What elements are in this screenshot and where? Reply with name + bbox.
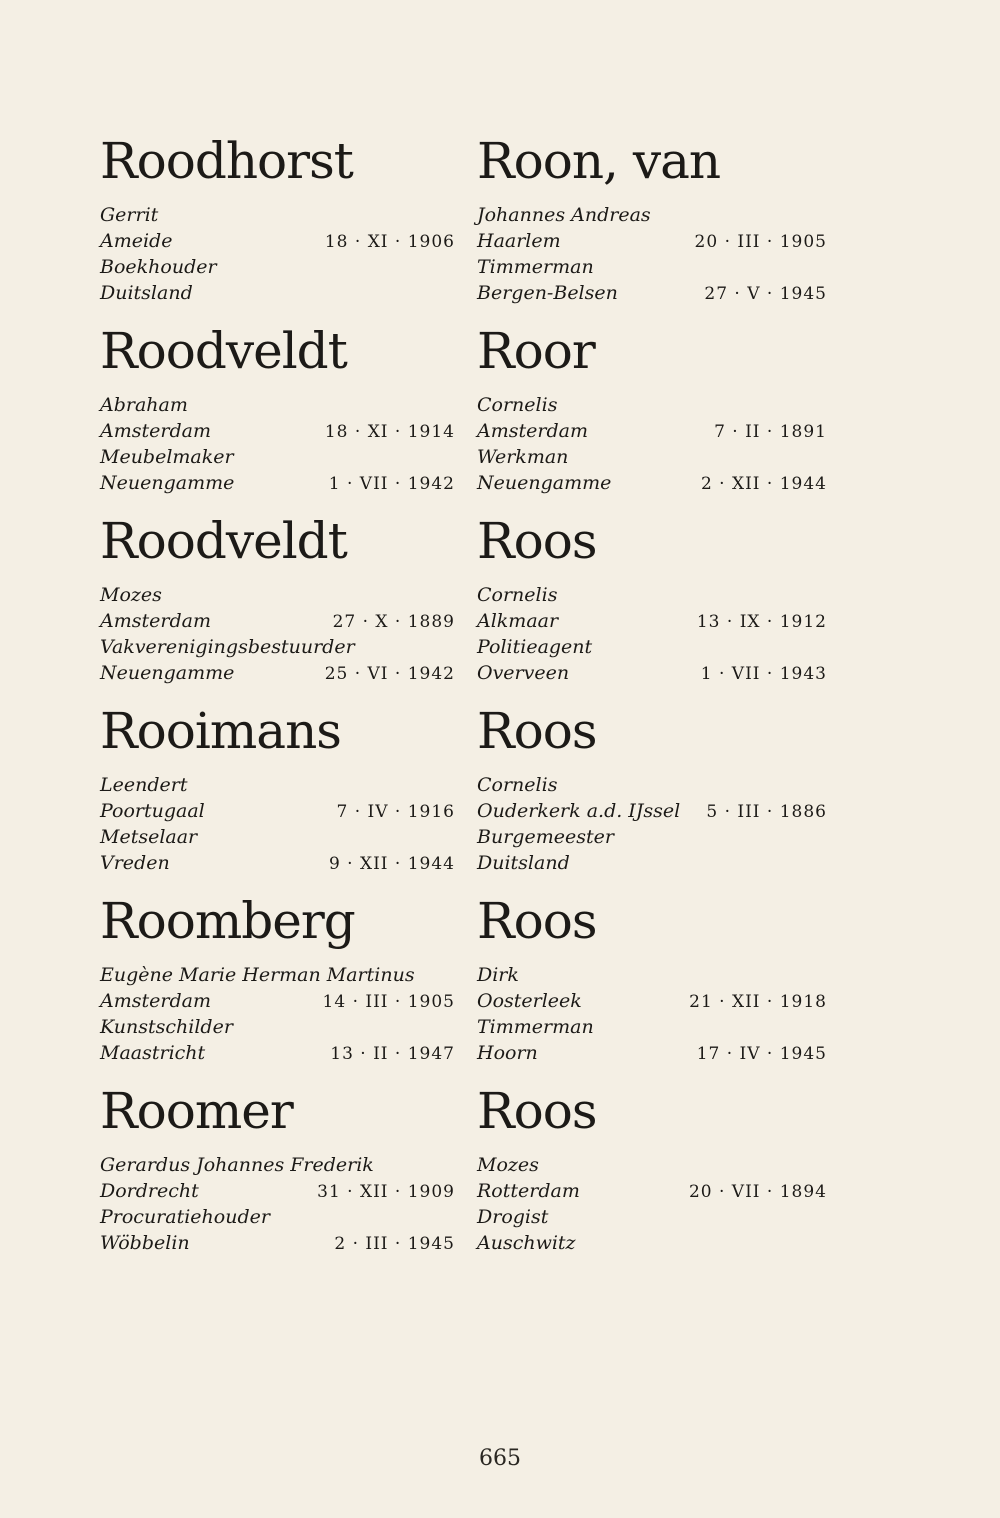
first-names-row: [477, 1152, 827, 1178]
first-names-row: [477, 582, 827, 608]
deathplace: Bergen-Belsen: [477, 282, 618, 304]
name-entry: [100, 888, 455, 1078]
birthplace: Amsterdam: [100, 420, 211, 442]
name-entry: [477, 698, 827, 888]
first-names: Cornelis: [477, 774, 558, 796]
name-entry: [100, 1078, 455, 1268]
birthplace: Ameide: [100, 230, 173, 252]
right-column: [477, 128, 827, 1268]
deathdate: 2 · III · 1945: [334, 1234, 455, 1254]
birthdate: 5 · III · 1886: [706, 802, 827, 822]
surname: Roos: [477, 702, 597, 760]
birth-row: [100, 608, 455, 634]
surname: Roomer: [100, 1082, 293, 1140]
first-names: Eugène Marie Herman Martinus: [100, 964, 415, 986]
first-names: Gerrit: [100, 204, 159, 226]
first-names-row: [100, 582, 455, 608]
birthdate: 20 · VII · 1894: [688, 1182, 827, 1202]
first-names-row: [100, 962, 455, 988]
death-row: [100, 1040, 455, 1066]
birthplace: Ouderkerk a.d. IJssel: [477, 800, 681, 822]
first-names: Johannes Andreas: [477, 204, 651, 226]
occupation: Drogist: [477, 1206, 549, 1228]
page-number: 665: [479, 1446, 521, 1471]
birth-row: [100, 988, 455, 1014]
birthplace: Rotterdam: [477, 1180, 580, 1202]
birthdate: 14 · III · 1905: [322, 992, 455, 1012]
first-names: Dirk: [477, 964, 519, 986]
death-row: [477, 1040, 827, 1066]
first-names-row: [100, 1152, 455, 1178]
occupation: Boekhouder: [100, 256, 217, 278]
occupation-row: [477, 1014, 827, 1040]
surname: Roon, van: [477, 132, 721, 190]
birth-row: [477, 988, 827, 1014]
deathplace: Wöbbelin: [100, 1232, 190, 1254]
birth-row: [477, 228, 827, 254]
birthdate: 18 · XI · 1906: [324, 232, 455, 252]
occupation: Timmerman: [477, 1016, 594, 1038]
death-row: [100, 1230, 455, 1256]
birth-row: [100, 228, 455, 254]
birthplace: Alkmaar: [477, 610, 559, 632]
birth-row: [100, 418, 455, 444]
occupation: Politieagent: [477, 636, 593, 658]
occupation: Metselaar: [100, 826, 198, 848]
deathplace: Duitsland: [477, 852, 570, 874]
occupation-row: [477, 1204, 827, 1230]
death-row: [477, 850, 827, 876]
occupation: Vakverenigingsbestuurder: [100, 636, 355, 658]
surname: Roodhorst: [100, 132, 353, 190]
occupation-row: [477, 444, 827, 470]
occupation: Kunstschilder: [100, 1016, 233, 1038]
death-row: [100, 850, 455, 876]
name-entry: [100, 508, 455, 698]
occupation-row: [100, 1204, 455, 1230]
birthdate: 13 · IX · 1912: [696, 612, 827, 632]
first-names: Cornelis: [477, 584, 558, 606]
birthdate: 27 · X · 1889: [332, 612, 455, 632]
birthplace: Poortugaal: [100, 800, 205, 822]
birth-row: [100, 798, 455, 824]
first-names: Mozes: [100, 584, 162, 606]
first-names-row: [100, 202, 455, 228]
first-names: Abraham: [100, 394, 188, 416]
deathplace: Vreden: [100, 852, 170, 874]
birth-row: [100, 1178, 455, 1204]
deathdate: 13 · II · 1947: [330, 1044, 455, 1064]
deathdate: 25 · VI · 1942: [324, 664, 455, 684]
first-names-row: [477, 202, 827, 228]
first-names: Gerardus Johannes Frederik: [100, 1154, 374, 1176]
birthplace: Amsterdam: [100, 610, 211, 632]
death-row: [100, 660, 455, 686]
occupation: Werkman: [477, 446, 569, 468]
deathplace: Neuengamme: [100, 472, 235, 494]
name-entry: [477, 318, 827, 508]
birthdate: 7 · IV · 1916: [336, 802, 455, 822]
birth-row: [477, 418, 827, 444]
birthdate: 18 · XI · 1914: [324, 422, 455, 442]
birthplace: Haarlem: [477, 230, 561, 252]
first-names-row: [477, 392, 827, 418]
occupation-row: [477, 634, 827, 660]
surname: Roodveldt: [100, 322, 347, 380]
occupation: Timmerman: [477, 256, 594, 278]
deathplace: Neuengamme: [477, 472, 612, 494]
deathplace: Hoorn: [477, 1042, 538, 1064]
occupation: Burgemeester: [477, 826, 614, 848]
name-entry: [100, 128, 455, 318]
birthplace: Amsterdam: [477, 420, 588, 442]
birthdate: 7 · II · 1891: [714, 422, 827, 442]
name-entry: [477, 1078, 827, 1268]
surname: Roos: [477, 512, 597, 570]
first-names: Mozes: [477, 1154, 539, 1176]
occupation-row: [477, 254, 827, 280]
surname: Rooimans: [100, 702, 341, 760]
birth-row: [477, 608, 827, 634]
deathdate: 2 · XII · 1944: [700, 474, 827, 494]
birth-row: [477, 1178, 827, 1204]
deathdate: 27 · V · 1945: [704, 284, 827, 304]
deathplace: Duitsland: [100, 282, 193, 304]
first-names-row: [477, 962, 827, 988]
deathdate: 17 · IV · 1945: [696, 1044, 827, 1064]
birthdate: 21 · XII · 1918: [689, 992, 827, 1012]
name-entry: [100, 698, 455, 888]
occupation-row: [100, 634, 455, 660]
birthdate: 31 · XII · 1909: [317, 1182, 455, 1202]
death-row: [477, 280, 827, 306]
birthplace: Dordrecht: [100, 1180, 199, 1202]
death-row: [100, 470, 455, 496]
first-names: Leendert: [100, 774, 188, 796]
death-row: [477, 660, 827, 686]
name-entry: [477, 508, 827, 698]
occupation-row: [100, 824, 455, 850]
occupation-row: [100, 254, 455, 280]
death-row: [477, 1230, 827, 1256]
deathplace: Neuengamme: [100, 662, 235, 684]
deathplace: Auschwitz: [477, 1232, 576, 1254]
deathplace: Maastricht: [100, 1042, 206, 1064]
death-row: [100, 280, 455, 306]
deathplace: Overveen: [477, 662, 570, 684]
name-entry: [477, 128, 827, 318]
occupation-row: [100, 1014, 455, 1040]
surname: Roor: [477, 322, 595, 380]
occupation: Meubelmaker: [100, 446, 234, 468]
birthplace: Oosterleek: [477, 990, 582, 1012]
deathdate: 1 · VII · 1943: [700, 664, 827, 684]
birthdate: 20 · III · 1905: [694, 232, 827, 252]
occupation-row: [477, 824, 827, 850]
first-names: Cornelis: [477, 394, 558, 416]
name-entry: [477, 888, 827, 1078]
surname: Roodveldt: [100, 512, 347, 570]
left-column: [100, 128, 455, 1268]
surname: Roomberg: [100, 892, 355, 950]
birth-row: [477, 798, 827, 824]
death-row: [477, 470, 827, 496]
deathdate: 1 · VII · 1942: [328, 474, 455, 494]
birthplace: Amsterdam: [100, 990, 211, 1012]
first-names-row: [100, 392, 455, 418]
name-entry: [100, 318, 455, 508]
surname: Roos: [477, 1082, 597, 1140]
first-names-row: [100, 772, 455, 798]
surname: Roos: [477, 892, 597, 950]
first-names-row: [477, 772, 827, 798]
occupation: Procuratiehouder: [100, 1206, 270, 1228]
deathdate: 9 · XII · 1944: [328, 854, 455, 874]
occupation-row: [100, 444, 455, 470]
